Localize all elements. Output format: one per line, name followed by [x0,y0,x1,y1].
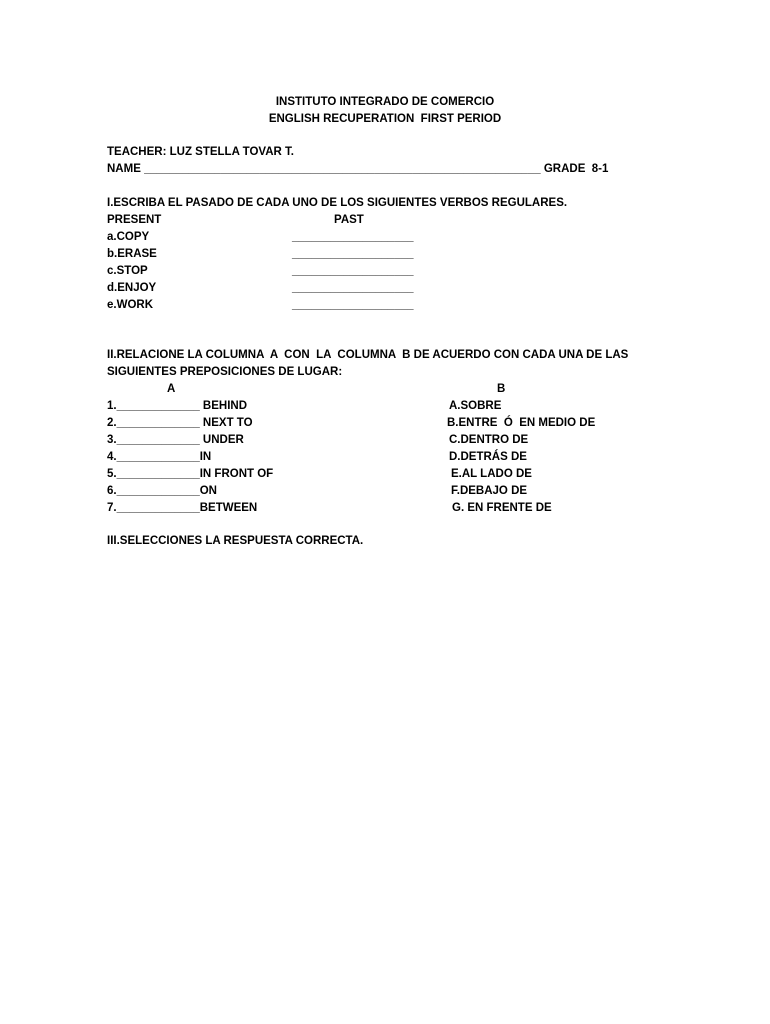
section2-title-line2: SIGUIENTES PREPOSICIONES DE LUGAR: [107,366,343,378]
verb-item: c.STOP [107,265,148,277]
teacher-line: TEACHER: LUZ STELLA TOVAR T. [107,146,294,158]
column-b-item: A.SOBRE [449,400,502,412]
column-a-item: 6._____________ON [107,485,217,497]
column-a-item: 4._____________IN [107,451,212,463]
column-b-item: C.DENTRO DE [449,434,529,446]
past-blank: ___________________ [292,299,414,311]
section1-title: I.ESCRIBA EL PASADO DE CADA UNO DE LOS SIGUIENTES VERBOS REGULARES. [107,197,568,209]
column-a-item: 7._____________BETWEEN [107,502,258,514]
document-subtitle: ENGLISH RECUPERATION FIRST PERIOD [268,113,502,125]
column-a-item: 1._____________ BEHIND [107,400,248,412]
verb-item: d.ENJOY [107,282,157,294]
column-b-item: G. EN FRENTE DE [452,502,552,514]
verb-item: a.COPY [107,231,150,243]
section2-title-line1: II.RELACIONE LA COLUMNA A CON LA COLUMNA B DE ACUERDO CON CADA UNA DE LAS [107,349,629,361]
name-blank: ______________________________________________________________ [144,163,541,175]
name-label: NAME [107,163,141,175]
past-blank: ___________________ [292,248,414,260]
column-a-item: 5._____________IN FRONT OF [107,468,274,480]
name-line [107,162,608,176]
verb-item: e.WORK [107,299,153,311]
column-a-header: A [167,383,176,395]
present-header: PRESENT [107,214,162,226]
column-b-item: B.ENTRE Ó EN MEDIO DE [447,417,596,429]
verb-item: b.ERASE [107,248,157,260]
past-blank: ___________________ [292,282,414,294]
grade-label: GRADE 8-1 [543,163,609,175]
past-blank: ___________________ [292,265,414,277]
section3-title: III.SELECCIONES LA RESPUESTA CORRECTA. [107,535,364,547]
school-title: INSTITUTO INTEGRADO DE COMERCIO [275,96,495,108]
column-b-item: E.AL LADO DE [451,468,532,480]
column-b-item: F.DEBAJO DE [451,485,528,497]
column-b-item: D.DETRÁS DE [449,451,527,463]
column-a-item: 2._____________ NEXT TO [107,417,253,429]
column-b-header: B [497,383,506,395]
past-blank: ___________________ [292,231,414,243]
past-header: PAST [334,214,364,226]
column-a-item: 3._____________ UNDER [107,434,244,446]
